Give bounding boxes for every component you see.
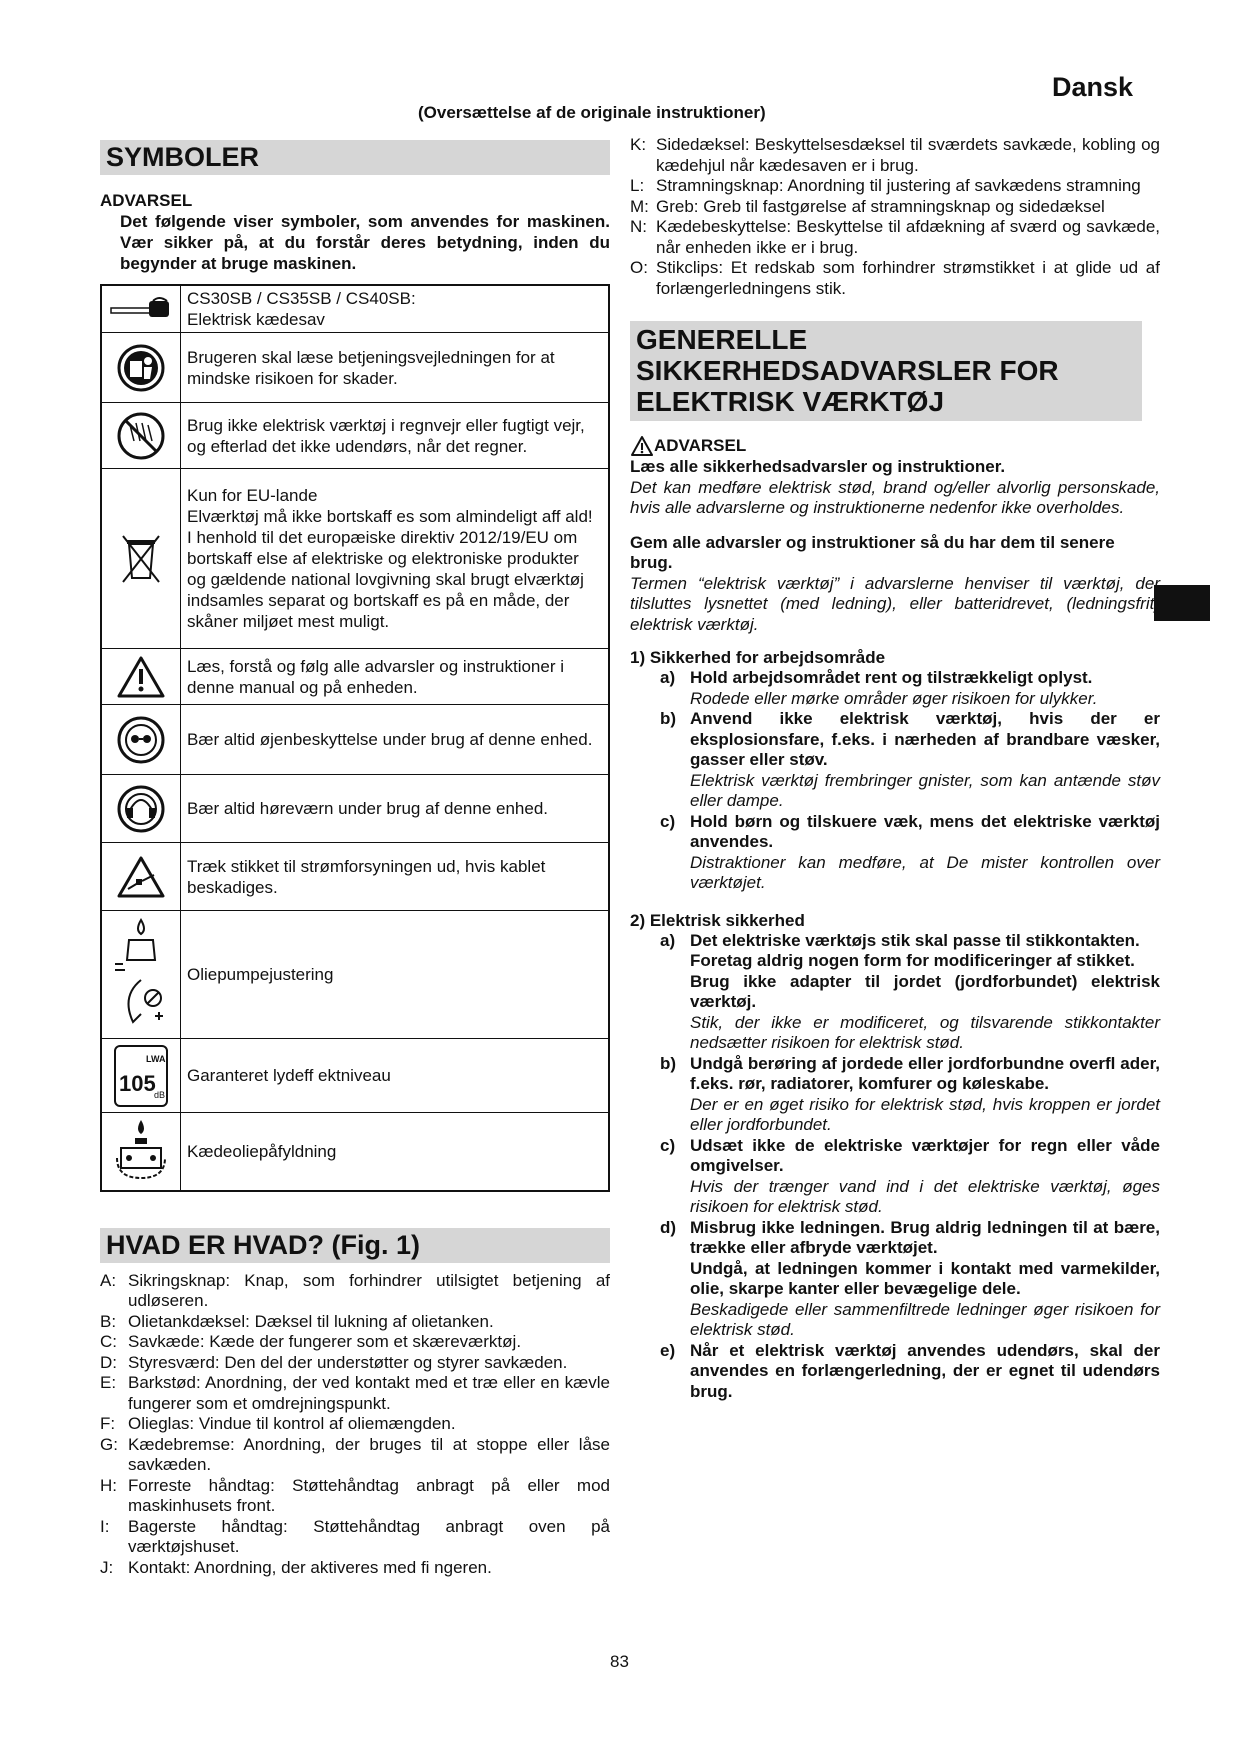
list-item: E: Barkstød: Anordning, der ved kontakt med et træ eller en kævle fungerer som et omdrejningspunkt. [100, 1373, 610, 1413]
list-item: F: Olieglas: Vindue til kontrol af oliemængden. [100, 1414, 456, 1434]
safety-item: b) Undgå berøring af jordede eller jordforbundne overfl ader, f.eks. rør, radiatorer, komfurer og køleskabe. Der er en øget risiko for elektrisk stød, hvis kroppen er jordet eller jordforbundet. [660, 1053, 1160, 1135]
db-value: 105 [119, 1070, 156, 1096]
warning-triangle-icon [101, 649, 181, 705]
general-warning-label: ADVARSEL [654, 436, 747, 456]
chainsaw-icon [101, 285, 181, 333]
page-tab-marker [1154, 585, 1210, 621]
symbol-text: Bær altid høreværn under brug af denne enhed. [181, 775, 610, 843]
list-item: B: Olietankdæksel: Dæksel til lukning af olietanken. [100, 1311, 494, 1331]
general-warning [630, 435, 1160, 457]
symbol-row [101, 843, 609, 911]
symbol-text: Brug ikke elektrisk værktøj i regnvejr eller fugtigt vejr, og efterlad det ikke udendørs, når det regner. [181, 403, 610, 469]
what-is-what-heading: HVAD ER HVAD? (Fig. 1) [100, 1228, 610, 1263]
symbol-row [101, 469, 609, 649]
section-electrical-title: 2) Elektrisk sikkerhed [630, 910, 805, 930]
symbol-text: Læs, forstå og følg alle advarsler og instruktioner i denne manual og på enheden. [181, 649, 610, 705]
symbol-text: Oliepumpejustering [181, 911, 610, 1039]
safety-item: b) Anvend ikke elektrisk værktøj, hvis der er eksplosionsfare, f.eks. i nærheden af brandbare væsker, gasser eller støv. Elektrisk værktøj frembringer gnister, som kan antænde støv eller dampe. [660, 709, 1160, 811]
symbol-row [101, 1113, 609, 1191]
no-rain-icon [101, 403, 181, 469]
symbol-row [101, 775, 609, 843]
crossed-bin-icon [101, 469, 181, 649]
list-item: I: Bagerste håndtag: Støttehåndtag anbragt oven på værktøjshuset. [100, 1516, 610, 1557]
keep-instructions-text: Gem alle advarsler og instruktioner så du har dem til senere brug. [630, 532, 1115, 573]
lwa-label: LWA [146, 1053, 166, 1064]
read-manual-icon [101, 333, 181, 403]
chain-oil-fill-icon [101, 1113, 181, 1191]
list-item: M: Greb: Greb til fastgørelse af stramningsknap og sidedæksel [630, 196, 1105, 216]
left-column [100, 140, 610, 1578]
parts-list-continued [630, 135, 1160, 299]
safety-item: c) Hold børn og tilskuere væk, mens det elektriske værktøj anvendes. Distraktioner kan medføre, at De mister kontrollen over værktøjet. [660, 811, 1160, 893]
sound-level-icon [101, 1039, 181, 1113]
safety-item: c) Udsæt ikke de elektriske værktøjer for regn eller våde omgivelser. Hvis der trænger vand ind i det elektriske værktøj, øges risikoen for elektrisk stød. [660, 1135, 1160, 1217]
translation-note: (Oversættelse af de originale instruktioner) [418, 103, 766, 122]
symbol-text: Træk stikket til strømforsyningen ud, hvis kablet beskadiges. [181, 843, 610, 911]
symbol-text: Brugeren skal læse betjeningsvejledningen for at mindske risikoen for skader. [181, 333, 610, 403]
symbol-row [101, 333, 609, 403]
read-all-text: Læs alle sikkerhedsadvarsler og instruktioner. [630, 457, 1006, 477]
db-unit: dB [154, 1089, 166, 1100]
list-item: J: Kontakt: Anordning, der aktiveres med fi ngeren. [100, 1557, 492, 1577]
safety-item: a) Hold arbejdsområdet rent og tilstrækkeligt oplyst. Rodede eller mørke områder øger risikoen for ulykker. [660, 668, 1098, 708]
symbol-row [101, 649, 609, 705]
safety-item: e) Når et elektrisk værktøj anvendes udendørs, skal der anvendes en forlængerledning, der er egnet til udendørs brug. [660, 1340, 1160, 1401]
list-item: A: Sikringsknap: Knap, som forhindrer utilsigtet betjening af udløseren. [100, 1270, 610, 1311]
section-work-area-title: 1) Sikkerhed for arbejdsområde [630, 648, 886, 668]
symbol-text: Bær altid øjenbeskyttelse under brug af denne enhed. [181, 705, 610, 775]
list-item: D: Styresværd: Den del der understøtter og styrer savkæden. [100, 1352, 568, 1372]
right-column [630, 135, 1160, 1402]
symbols-warning-label: ADVARSEL [100, 191, 193, 211]
symbol-text: Kædeoliepåfyldning [181, 1113, 610, 1191]
symbol-text: Kun for EU-lande Elværktøj må ikke bortskaff es som almindeligt aff ald! I henhold til det europæiske direktiv 2012/19/EU om bortskaff else af elektriske og elektroniske produkter og gældende national lovgivning skal brugt elværktøj indsamles separat og bortskaff es på en måde, der skåner miljøet mest muligt. [181, 469, 610, 649]
term-definition-text: Termen “elektrisk værktøj” i advarslerne henviser til værktøj, der tilsluttes lysnettet (med ledning), eller batteridrevet, (ledningsfrit) elektrisk værktøj. [630, 573, 1160, 634]
page-number: 83 [610, 1652, 629, 1671]
symbol-row [101, 705, 609, 775]
list-item: N: Kædebeskyttelse: Beskyttelse til afdækning af sværd og savkæde, når enheden ikke er i brug. [630, 217, 1160, 257]
eye-protection-icon [101, 705, 181, 775]
symbol-row [101, 285, 609, 333]
symbol-text: CS30SB / CS35SB / CS40SB: Elektrisk kædesav [181, 285, 610, 333]
list-item: K: Sidedæksel: Beskyttelsesdæksel til sværdets savkæde, kobling og kædehjul når kædesaven er i brug. [630, 135, 1160, 175]
language-label: Dansk [1052, 72, 1134, 102]
symbols-table [100, 284, 610, 1192]
general-safety-heading: GENERELLE SIKKERHEDSADVARSLER FOR ELEKTRISK VÆRKTØJ [630, 321, 1142, 421]
safety-item: a) Det elektriske værktøjs stik skal passe til stikkontakten. Foretag aldrig nogen form for modificeringer af stikket. Brug ikke adapter til jordet (jordforbundet) elektrisk værktøj. Stik, der ikke er modificeret, og tilsvarende stikkontakter nedsætter risikoen for elektrisk stød. [660, 930, 1160, 1053]
consequence-text: Det kan medføre elektrisk stød, brand og/eller alvorlig personskade, hvis alle advarslerne og instruktionerne nedenfor ikke overholdes. [630, 477, 1160, 518]
list-item: O: Stikclips: Et redskab som forhindrer strømstikket i at glide ud af forlængerledningens stik. [630, 258, 1160, 298]
list-item: H: Forreste håndtag: Støttehåndtag anbragt på eller mod maskinhusets front. [100, 1475, 610, 1516]
symbols-warning-text: Det følgende viser symboler, som anvendes for maskinen. Vær sikker på, at du forstår deres betydning, inden du begynder at bruge maskinen. [120, 212, 610, 274]
oil-pump-adjust-icon [101, 911, 181, 1039]
list-item: C: Savkæde: Kæde der fungerer som et skæreværktøj. [100, 1332, 522, 1352]
symbol-row [101, 1039, 609, 1113]
unplug-warning-icon [101, 843, 181, 911]
parts-list [100, 1271, 610, 1579]
safety-item: d) Misbrug ikke ledningen. Brug aldrig ledningen til at bære, trække eller afbryde værktøjet. Undgå, at ledningen kommer i kontakt med varmekilder, olie, skarpe kanter eller bevægelige dele. Beskadigede eller sammenfiltrede ledninger øger risikoen for elektrisk stød. [660, 1217, 1160, 1340]
list-item: L: Stramningsknap: Anordning til justering af savkædens stramning [630, 176, 1141, 195]
symbol-row [101, 911, 609, 1039]
ear-protection-icon [101, 775, 181, 843]
warning-triangle-icon [630, 435, 654, 457]
symbols-heading: SYMBOLER [100, 140, 610, 175]
list-item: G: Kædebremse: Anordning, der bruges til at stoppe eller låse savkæden. [100, 1434, 610, 1475]
symbol-row [101, 403, 609, 469]
symbol-text: Garanteret lydeff ektniveau [181, 1039, 610, 1113]
